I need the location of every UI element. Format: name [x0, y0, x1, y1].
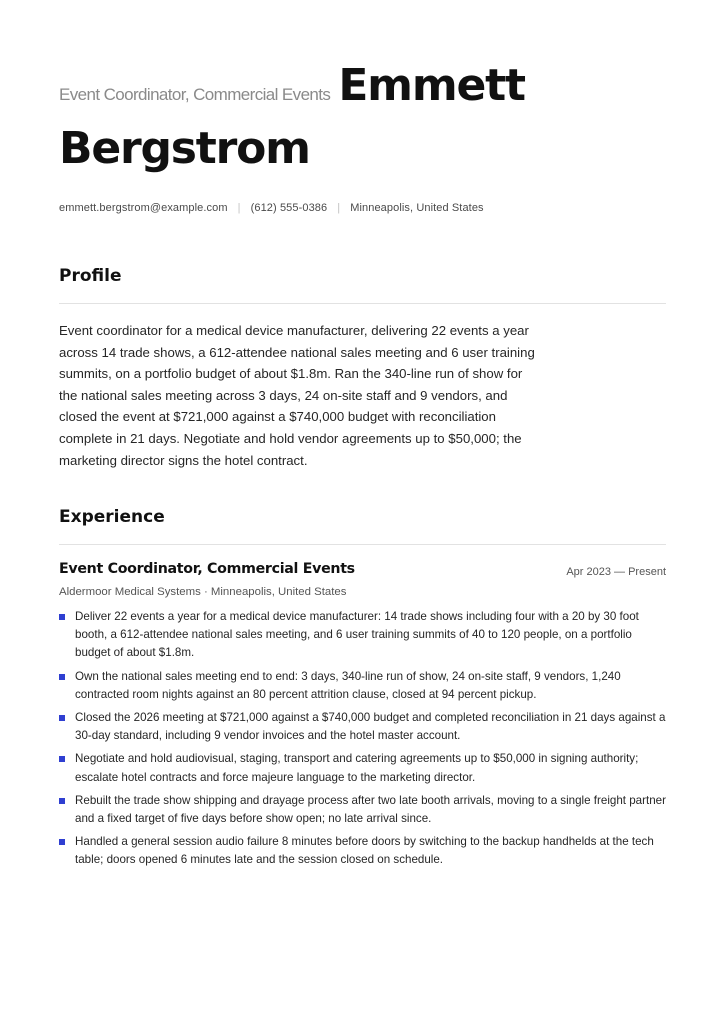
- square-bullet-icon: [59, 839, 65, 845]
- bullet-text: Own the national sales meeting end to end: 3 days, 340-line run of show, 24 on-site staff, 9 vendors, 1,240 contracted room nights against an 80 percent attrition clause, closed at 94 percent pickup.: [75, 669, 621, 701]
- square-bullet-icon: [59, 674, 65, 680]
- contact-separator: |: [337, 202, 341, 214]
- job-header: [59, 561, 666, 583]
- profile-divider: [59, 303, 666, 304]
- profile-heading: Profile: [59, 266, 122, 286]
- profile-summary: Event coordinator for a medical device manufacturer, delivering 22 events a year across 14 trade shows, a 612-attendee national sales meeting and 6 user training summits, on a portfolio budget of about $1.8m. Ran the 340-line run of show for the national sales meeting across 3 days, 24 on-site staff and 9 vendors, and closed the event at $721,000 against a $740,000 budget with reconciliation complete in 21 days. Negotiate and hold vendor agreements up to $50,000; the marketing director signs the hotel contract.: [59, 323, 535, 468]
- name-last: Bergstrom: [59, 123, 310, 174]
- bullet-item: [59, 668, 666, 704]
- contact-separator: |: [237, 202, 241, 214]
- title-line: [59, 58, 666, 121]
- bullet-text: Rebuilt the trade show shipping and drayage process after two late booth arrivals, moving to a single freight partner and a fixed target of five days before show open; no late arrival since.: [75, 793, 666, 826]
- bullet-item: [59, 709, 666, 745]
- job-subtitle: Event Coordinator, Commercial Events: [59, 85, 331, 104]
- contact-location: Minneapolis, United States: [350, 202, 484, 214]
- bullet-item: [59, 792, 666, 828]
- job-organization: Aldermoor Medical Systems · Minneapolis, United States: [59, 586, 347, 598]
- contact-line: [59, 202, 484, 214]
- job-bullets: [59, 608, 666, 870]
- job-dates: Apr 2023 — Present: [566, 566, 666, 578]
- bullet-item: [59, 750, 666, 786]
- bullet-text: Deliver 22 events a year for a medical device manufacturer: 14 trade shows including four with a 20 by 30 foot booth, a 612-attendee national sales meeting, and 6 user training summits of 40 to 120 people, on a portfolio budget of about $1.8m.: [75, 610, 639, 660]
- job-title: Event Coordinator, Commercial Events: [59, 561, 355, 577]
- bullet-item: [59, 608, 666, 663]
- bullet-text: Handled a general session audio failure 8 minutes before doors by switching to the backup handhelds at the tech table; doors opened 6 minutes late and the session closed on schedule.: [75, 835, 654, 867]
- contact-email[interactable]: emmett.bergstrom@example.com: [59, 202, 228, 214]
- name-first: Emmett: [338, 60, 525, 111]
- square-bullet-icon: [59, 798, 65, 804]
- bullet-item: [59, 833, 666, 869]
- square-bullet-icon: [59, 756, 65, 762]
- resume-header: [59, 58, 666, 175]
- bullet-text: Negotiate and hold audiovisual, staging, transport and catering agreements up to $50,000 in signing authority; escalate hotel contracts and force majeure language to the marketing director.: [75, 752, 639, 784]
- job-entry: [59, 561, 666, 875]
- experience-heading: Experience: [59, 507, 165, 527]
- title-line-2: [59, 121, 666, 175]
- bullet-text: Closed the 2026 meeting at $721,000 against a $740,000 budget and completed reconciliation in 21 days against a 30-day standard, including 9 vendor invoices and the hotel master account.: [75, 711, 666, 743]
- experience-divider: [59, 544, 666, 545]
- contact-phone[interactable]: (612) 555-0386: [250, 202, 328, 214]
- square-bullet-icon: [59, 715, 65, 721]
- square-bullet-icon: [59, 614, 65, 620]
